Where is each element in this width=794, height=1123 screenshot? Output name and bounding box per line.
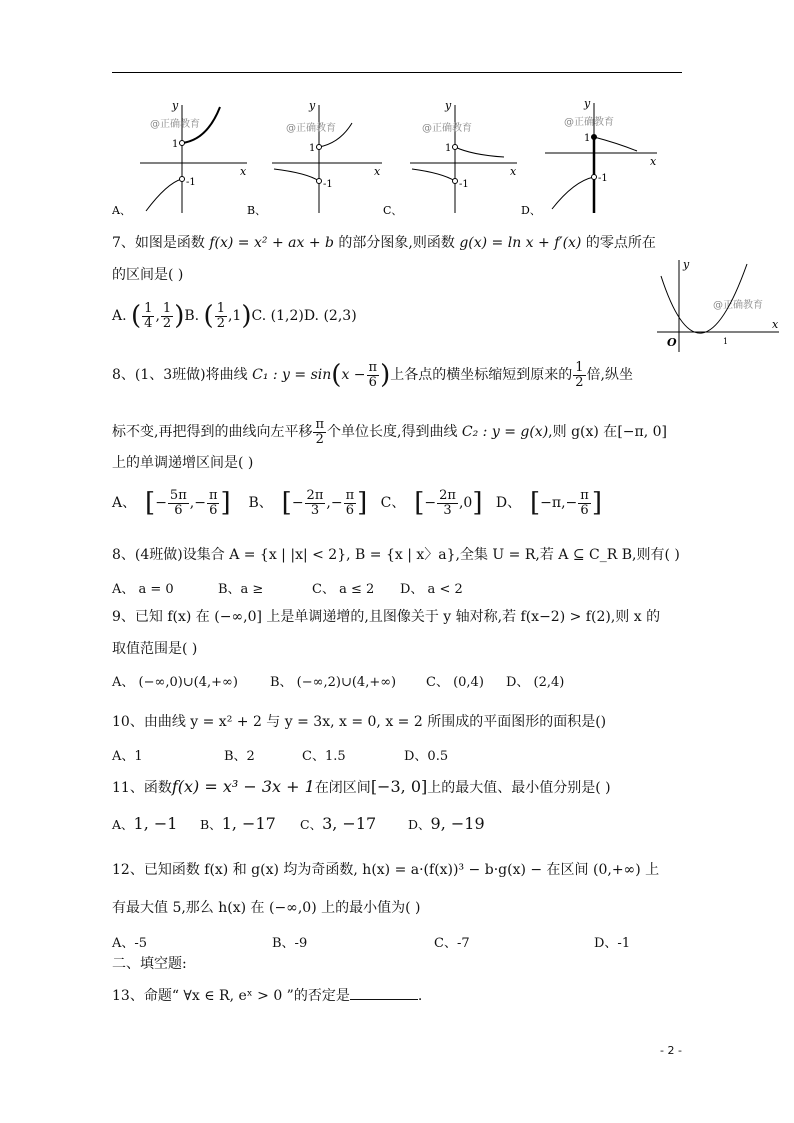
q10-option-b: B、2 — [224, 749, 255, 764]
q7-opt-a-frac1: $\frac{1}{4}$ — [144, 300, 153, 331]
graph-d-label: D、 — [521, 204, 541, 217]
q7-f-expr: f(x) = x² + ax + b — [209, 235, 334, 251]
q7-opt-b-frac: $\frac{1}{2}$ — [216, 300, 225, 331]
q8a-line2: 标不变,再把得到的曲线向左平移 $\frac{\pi}{2}$ 个单位长度,得到曲线 C₂ : y = g(x),则 g(x) 在[−π, 0] — [112, 416, 667, 447]
q12-option-c: C、-7 — [434, 936, 470, 951]
q7-opt-a-frac2: $\frac{1}{2}$ — [162, 300, 172, 331]
graph-d-y-label: y — [584, 97, 591, 110]
q10-option-c: C、1.5 — [302, 749, 346, 764]
q7-option-c-label: C. — [251, 308, 267, 324]
graph-c-label: C、 — [383, 204, 403, 217]
q7-line1 — [112, 232, 656, 252]
graph-c-y-label: y — [445, 99, 452, 112]
q12-option-d: D、-1 — [594, 936, 631, 951]
q9-line2: 取值范围是( ) — [112, 641, 198, 657]
q7-option-b-label: B. — [184, 308, 200, 324]
q7-y-label: y — [683, 258, 690, 271]
q7-watermark: @正确教育 — [713, 300, 763, 311]
header-rule — [112, 72, 682, 73]
q8a-line1: 8、(1、3班做)将曲线 C₁ : y = sin(x − $\frac{\pi}{6}$ )上各点的横坐标缩短到原来的 $\frac{1}{2}$ 倍,纵坐 — [112, 359, 633, 390]
graph-d-tick-neg1: -1 — [598, 173, 608, 184]
q12-line2: 有最大值 5,那么 h(x) 在 (−∞,0) 上的最小值为( ) — [112, 900, 421, 916]
graph-b-watermark: @正确教育 — [286, 123, 336, 134]
q12-option-a: A、-5 — [112, 936, 148, 951]
q11-option-d: 9, −19 — [430, 814, 485, 833]
q8b-option-b: B、a ≥ — [218, 582, 264, 597]
q11-option-d-wrap: D、9, −19 — [408, 814, 485, 833]
q9-option-d: D、 (2,4) — [506, 675, 565, 690]
q8a-option-c: C、 [− $\frac{2\pi}{3}$ ,0] — [380, 487, 483, 518]
q7-x-label: x — [772, 318, 779, 331]
graph-b-tick-neg1: -1 — [323, 179, 333, 190]
graph-c-tick-neg1: -1 — [459, 179, 469, 190]
answer-graphs — [112, 95, 672, 220]
q8a-option-a: A、 [− $\frac{5\pi}{6}$ ,− $\frac{\pi}{6}$ ] — [112, 487, 231, 518]
q10-option-a: A、1 — [112, 749, 143, 764]
graph-c-tick-1: 1 — [445, 143, 452, 154]
q10-option-d: D、0.5 — [404, 749, 449, 764]
q7-option-a-label: A. — [112, 308, 127, 324]
graph-b — [247, 99, 382, 217]
q13-question: 13、命题“ ∀x ∈ R, eˣ > 0 ”的否定是 . — [112, 988, 423, 1004]
graph-a — [112, 99, 247, 217]
graph-a-watermark: @正确教育 — [150, 119, 200, 130]
graph-b-label: B、 — [247, 204, 267, 217]
graph-c-watermark: @正确教育 — [422, 123, 472, 134]
q11-option-a: 1, −1 — [133, 814, 178, 833]
q8b-question: 8、(4班做)设集合 A = {x | |x| < 2}, B = {x | x〉a},全集 U = R,若 A ⊆ C_R B,则有( ) — [112, 547, 680, 563]
q11-option-c-wrap: C、3, −17 — [300, 814, 377, 833]
q8b-option-d: D、 a < 2 — [400, 582, 463, 597]
graph-a-label: A、 — [112, 204, 131, 217]
graph-b-tick-1: 1 — [309, 143, 316, 154]
q7-g-expr: g(x) = ln x + f′(x) — [459, 235, 582, 251]
q11-options: A、1, −1 — [112, 814, 178, 833]
q9-line1: 9、已知 f(x) 在 (−∞,0] 上是单调递增的,且图像关于 y 轴对称,若 f(x−2) > f(2),则 x 的 — [112, 609, 661, 625]
q8a-option-b: B、 [− $\frac{2\pi}{3}$ ,− $\frac{\pi}{6}$ ] — [248, 487, 368, 518]
q8b-option-c: C、 a ≤ 2 — [312, 582, 375, 597]
q9-option-c: C、 (0,4) — [426, 675, 484, 690]
q7-line1-post: 的零点所在 — [581, 235, 656, 251]
graph-a-x-label: x — [240, 165, 247, 178]
q8b-option-a: A、 a = 0 — [112, 582, 174, 597]
graph-d-tick-1: 1 — [584, 133, 591, 144]
q7-option-d-label: D. — [303, 308, 320, 324]
q7-tick-1: 1 — [723, 337, 729, 346]
q11-question: 11、函数f(x) = x³ − 3x + 1在闭区间[−3, 0]上的最大值、最小值分别是( ) — [112, 777, 611, 796]
graph-a-y-label: y — [172, 99, 179, 112]
q7-origin: O — [667, 336, 677, 349]
q8a-options — [112, 482, 602, 524]
graph-b-x-label: x — [374, 165, 381, 178]
q10-question: 10、由曲线 y = x² + 2 与 y = 3x, x = 0, x = 2 所围成的平面图形的面积是() — [112, 714, 607, 730]
graph-a-tick-neg1: -1 — [186, 177, 196, 188]
graph-d-x-label: x — [650, 155, 657, 168]
graph-d-watermark: @正确教育 — [564, 117, 614, 128]
q7-line2: 的区间是( ) — [112, 267, 184, 283]
q11-option-c: 3, −17 — [322, 814, 377, 833]
graph-c-x-label: x — [510, 165, 517, 178]
q7-option-d: (2,3) — [323, 308, 357, 324]
graph-b-y-label: y — [309, 99, 316, 112]
graph-a-tick-1: 1 — [172, 139, 179, 150]
q11-option-b: 1, −17 — [221, 814, 276, 833]
q9-option-b: B、 (−∞,2)∪(4,+∞) — [270, 675, 397, 690]
graph-d — [521, 97, 657, 217]
q8a-option-d: D、 [−π,− $\frac{\pi}{6}$ ] — [495, 487, 602, 518]
page-number: - 2 - — [660, 1044, 682, 1057]
q9-option-a: A、 (−∞,0)∪(4,+∞) — [112, 675, 238, 690]
q7-line1-pre: 7、如图是函数 — [112, 235, 210, 251]
q12-option-b: B、-9 — [272, 936, 308, 951]
q7-options: A. ( $\frac{1}{4}$ , $\frac{1}{2}$ )B. ( $\frac{1}{2}$ ,1)C. (1,2)D. (2,3) — [112, 300, 357, 331]
graph-c — [383, 99, 517, 217]
q12-line1: 12、已知函数 f(x) 和 g(x) 均为奇函数, h(x) = a·(f(x))³ − b·g(x) − 在区间 (0,+∞) 上 — [112, 862, 660, 878]
q7-line1-mid: 的部分图象,则函数 — [333, 235, 460, 251]
q8a-line3: 上的单调递增区间是( ) — [112, 455, 254, 471]
q13-answer-blank[interactable] — [350, 987, 418, 1000]
q7-option-c: (1,2) — [270, 308, 304, 324]
q11-option-b-wrap: B、1, −17 — [200, 814, 276, 833]
q7-parabola-graph — [655, 256, 783, 356]
section-2-title: 二、填空题: — [112, 956, 187, 972]
